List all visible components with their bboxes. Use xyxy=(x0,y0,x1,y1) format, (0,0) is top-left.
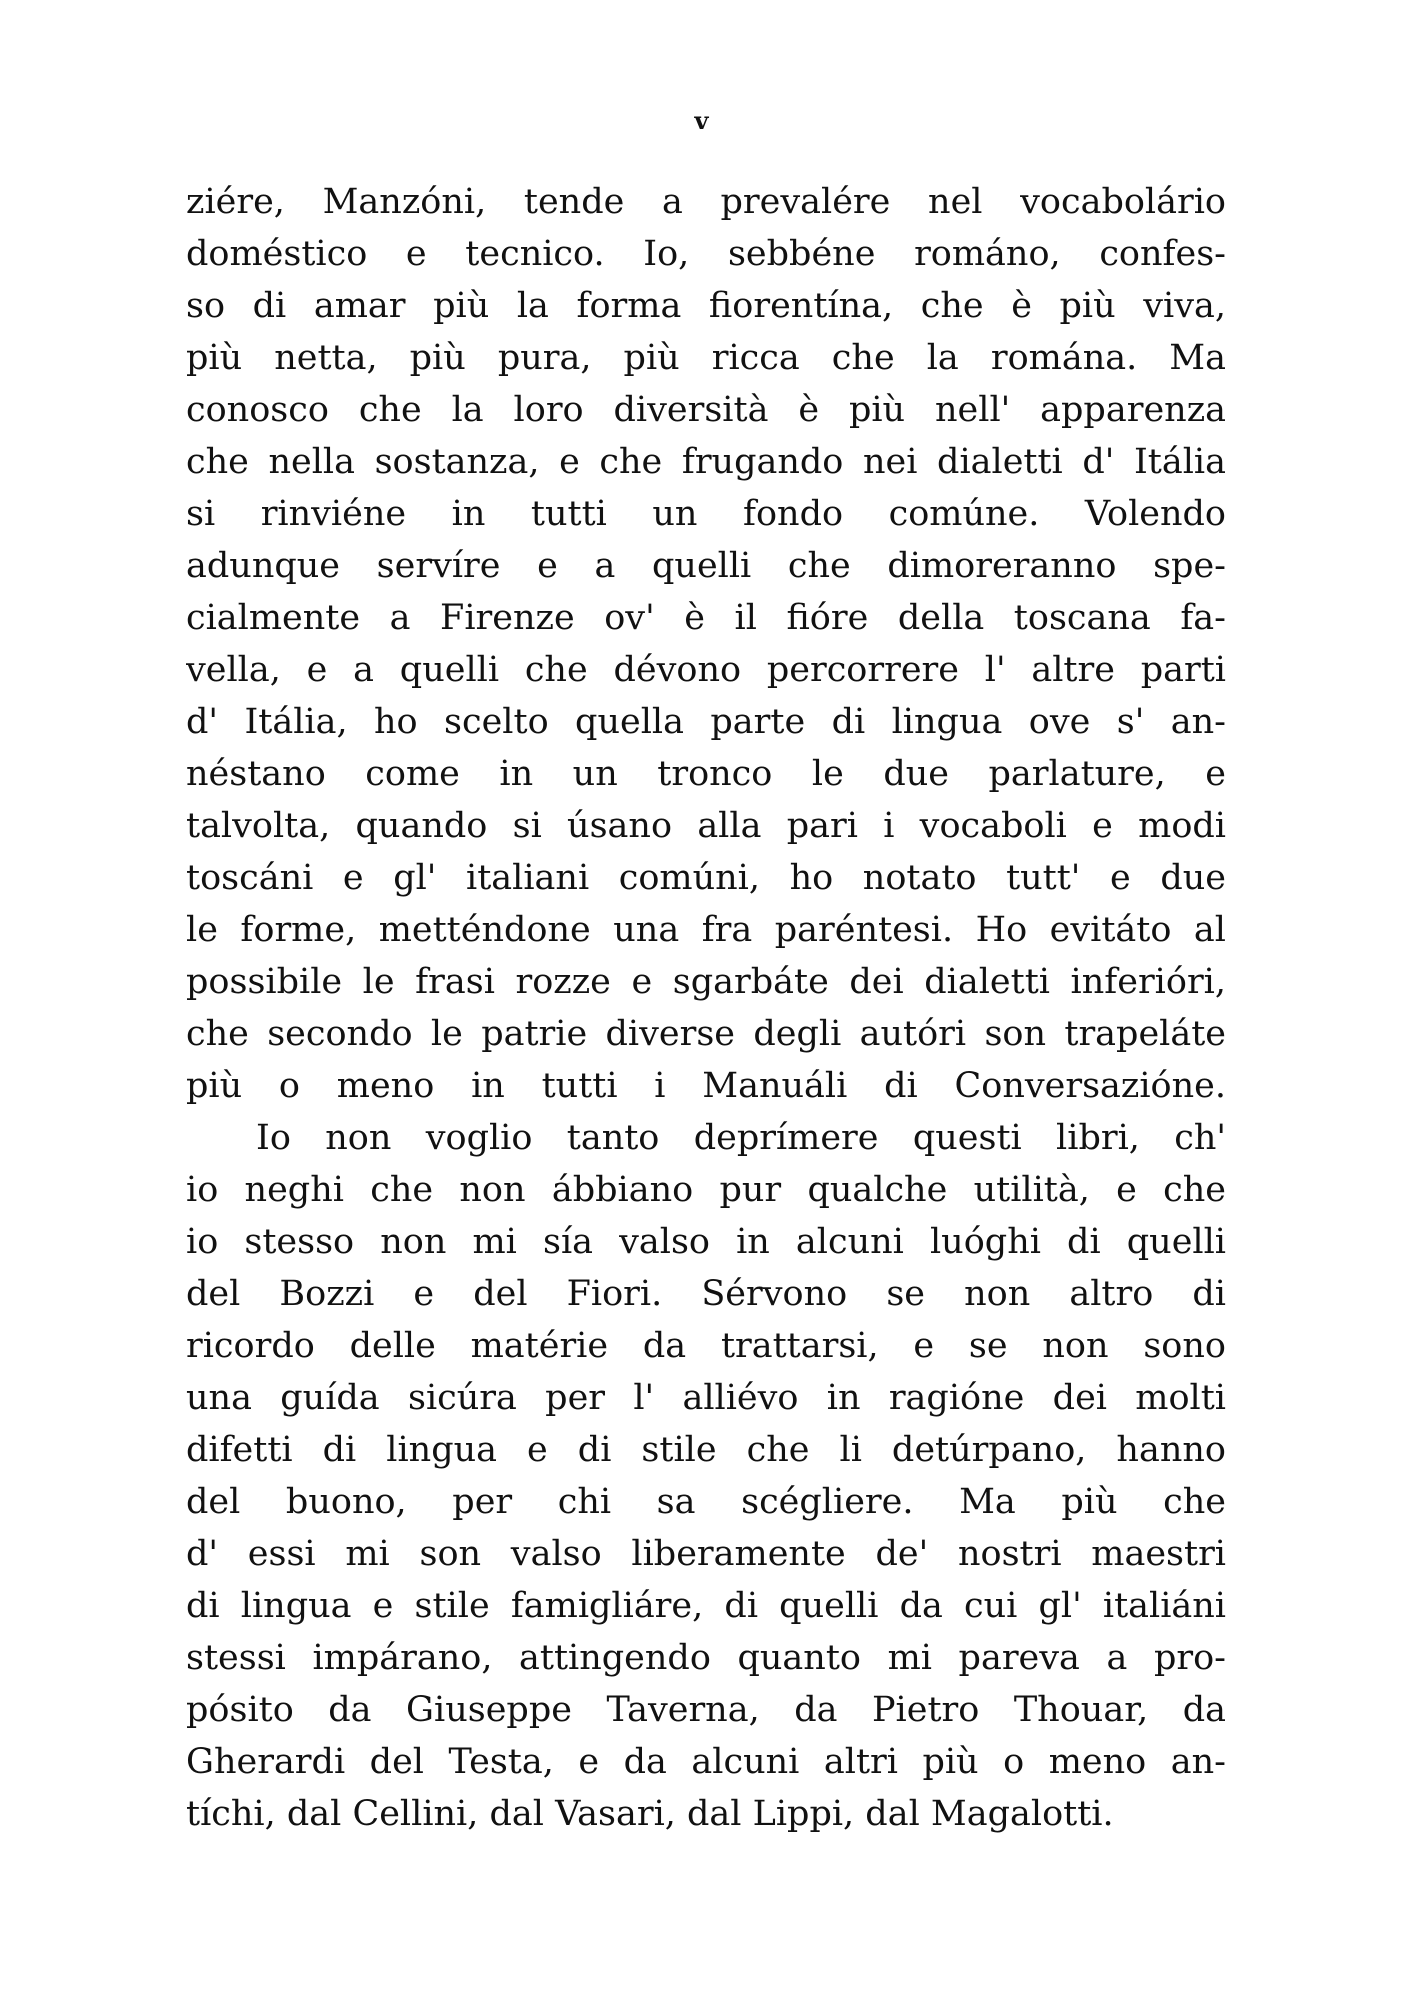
text-line: che nella sostanza, e che frugando nei dialetti d' Itália xyxy=(186,442,1226,482)
text-line: si rinviéne in tutti un fondo comúne. Volendo xyxy=(186,494,1226,534)
text-line: conosco che la loro diversità è più nell' apparenza xyxy=(186,390,1226,430)
body-text xyxy=(186,176,1226,1840)
text-line: toscáni e gl' italiani comúni, ho notato tutt' e due xyxy=(186,858,1226,898)
text-line: Io non voglio tanto deprímere questi libri, ch' xyxy=(256,1118,1226,1158)
text-line: io neghi che non ábbiano pur qualche utilità, e che xyxy=(186,1170,1226,1210)
text-line: del buono, per chi sa scégliere. Ma più che xyxy=(186,1482,1226,1522)
page-number: v xyxy=(694,106,710,135)
text-line: doméstico e tecnico. Io, sebbéne románo, confes- xyxy=(186,234,1226,274)
text-line: le forme, metténdone una fra paréntesi. Ho evitáto al xyxy=(186,910,1226,950)
text-line: difetti di lingua e di stile che li detúrpano, hanno xyxy=(186,1430,1226,1470)
text-line: una guída sicúra per l' alliévo in ragióne dei molti xyxy=(186,1378,1226,1418)
text-line: d' essi mi son valso liberamente de' nostri maestri xyxy=(186,1534,1226,1574)
text-line: più netta, più pura, più ricca che la romána. Ma xyxy=(186,338,1226,378)
text-line: più o meno in tutti i Manuáli di Conversazióne. xyxy=(186,1066,1226,1106)
text-line: pósito da Giuseppe Taverna, da Pietro Thouar, da xyxy=(186,1690,1226,1730)
text-line: so di amar più la forma fiorentína, che è più viva, xyxy=(186,286,1226,326)
text-line: tíchi, dal Cellini, dal Vasari, dal Lippi, dal Magalotti. xyxy=(186,1794,1114,1834)
text-line: del Bozzi e del Fiori. Sérvono se non altro di xyxy=(186,1274,1226,1314)
text-line: di lingua e stile famigliáre, di quelli da cui gl' italiáni xyxy=(186,1586,1226,1626)
text-line: néstano come in un tronco le due parlature, e xyxy=(186,754,1226,794)
text-line: ziére, Manzóni, tende a prevalére nel vocabolário xyxy=(186,182,1226,222)
text-line: io stesso non mi sía valso in alcuni luóghi di quelli xyxy=(186,1222,1226,1262)
text-line: che secondo le patrie diverse degli autóri son trapeláte xyxy=(186,1014,1226,1054)
text-line: ricordo delle matérie da trattarsi, e se non sono xyxy=(186,1326,1226,1366)
text-line: d' Itália, ho scelto quella parte di lingua ove s' an- xyxy=(186,702,1226,742)
text-line: cialmente a Firenze ov' è il fióre della toscana fa- xyxy=(186,598,1226,638)
text-line: adunque servíre e a quelli che dimoreranno spe- xyxy=(186,546,1226,586)
text-line: vella, e a quelli che dévono percorrere l' altre parti xyxy=(186,650,1226,690)
text-line: possibile le frasi rozze e sgarbáte dei dialetti inferióri, xyxy=(186,962,1226,1002)
text-line: stessi impárano, attingendo quanto mi pareva a pro- xyxy=(186,1638,1226,1678)
text-line: Gherardi del Testa, e da alcuni altri più o meno an- xyxy=(186,1742,1226,1782)
text-line: talvolta, quando si úsano alla pari i vocaboli e modi xyxy=(186,806,1226,846)
